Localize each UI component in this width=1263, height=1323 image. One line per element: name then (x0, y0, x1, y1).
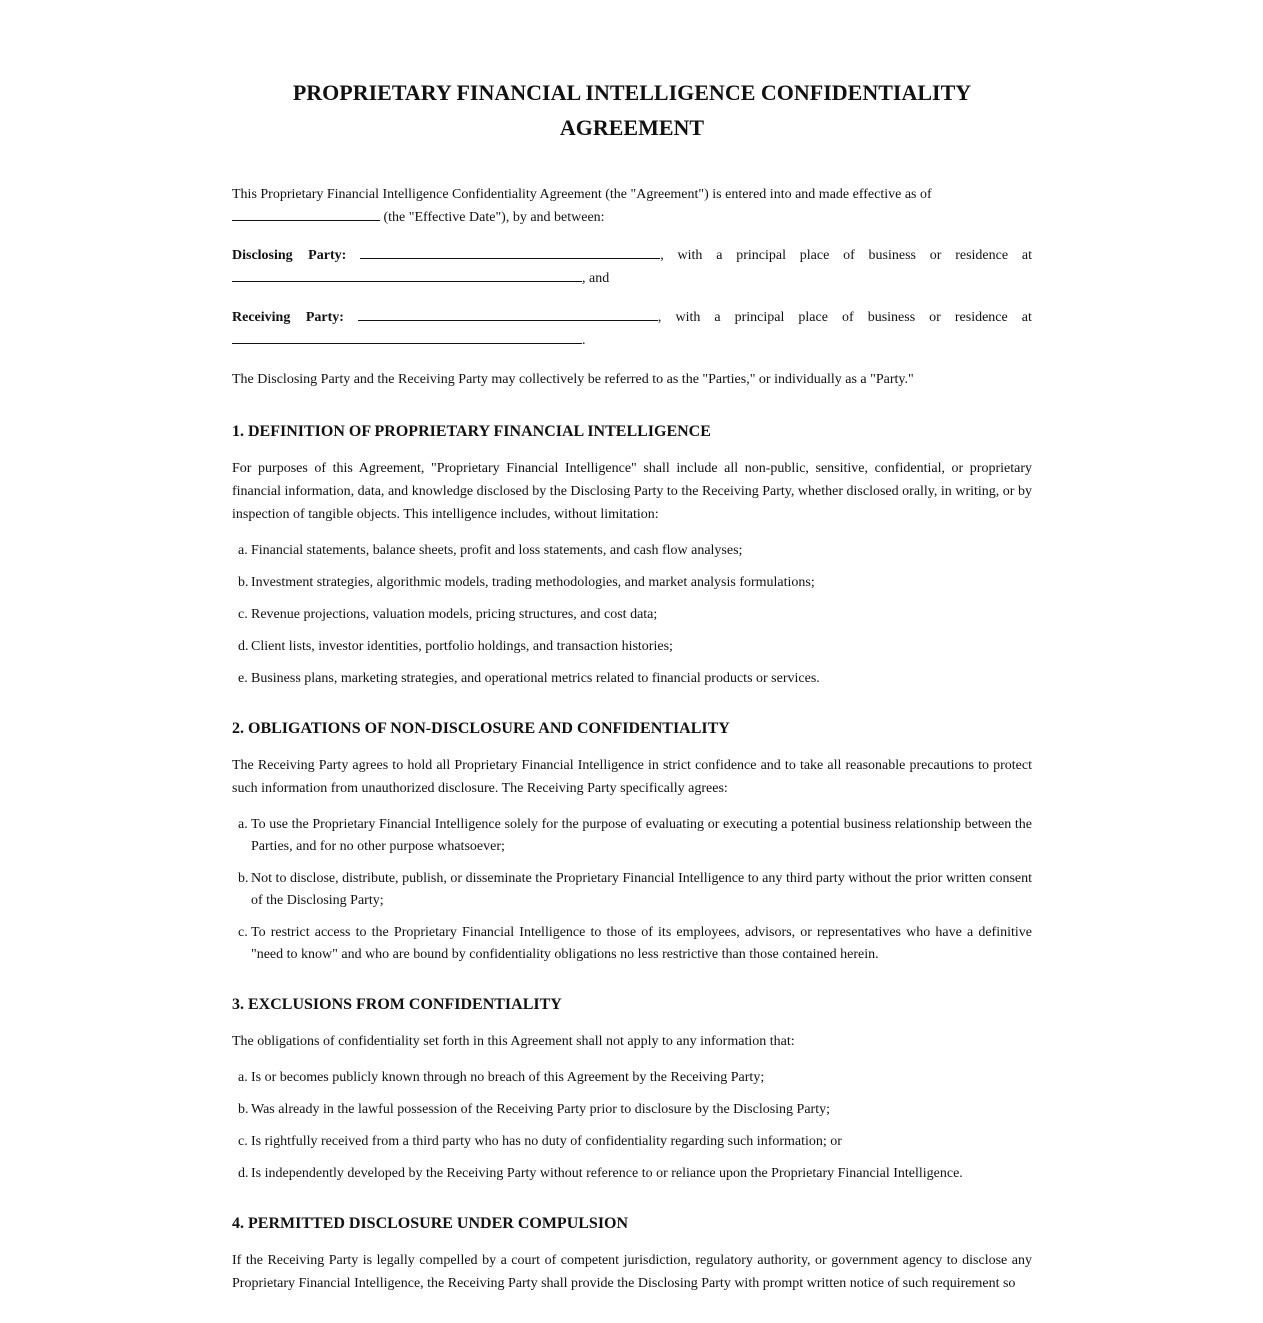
receiving-party-address-blank[interactable] (232, 333, 582, 344)
sections-container (232, 421, 1032, 1295)
list-item-text: Is independently developed by the Receiving Party without reference to or reliance upon the Proprietary Financial Intelligence. (251, 1166, 963, 1181)
list-marker: c. (238, 607, 248, 622)
list-item-text: Business plans, marketing strategies, and operational metrics related to financial products or services. (251, 671, 820, 686)
section-body: The Receiving Party agrees to hold all Proprietary Financial Intelligence in strict confidence and to take all reasonable precautions to protect such information from unauthorized disclosure. The Receiving Party specifically agrees: (232, 758, 1032, 796)
receiving-party-name-blank[interactable] (358, 310, 658, 321)
receiving-party-block (232, 306, 1032, 352)
list-item (232, 922, 1032, 966)
intro-text: This Proprietary Financial Intelligence Confidentiality Agreement (the "Agreement") is entered into and made effective as of (232, 187, 932, 202)
list-item (232, 604, 1032, 626)
receiving-party-mid: , with a principal place of business or residence at (657, 310, 1032, 325)
section-4 (232, 1213, 1032, 1295)
disclosing-party-address-blank[interactable] (232, 271, 582, 282)
list-marker: b. (238, 871, 249, 886)
list-item (232, 814, 1032, 858)
list-marker: d. (238, 639, 249, 654)
collective-reference: The Disclosing Party and the Receiving Party may collectively be referred to as the "Parties," or individually as a "Party." (232, 372, 914, 387)
list-marker: a. (238, 1070, 248, 1085)
list-item (232, 636, 1032, 658)
list-marker: a. (238, 543, 248, 558)
section-body: For purposes of this Agreement, "Proprietary Financial Intelligence" shall include all non-public, sensitive, confidential, or proprietary financial information, data, and knowledge disclosed by the Disclosing Party to the Receiving Party, whether disclosed orally, in writing, or by inspection of tangible objects. This intelligence includes, without limitation: (232, 461, 1032, 522)
list-item-text: To restrict access to the Proprietary Financial Intelligence to those of its employees, advisors, or representatives who have a definitive "need to know" and who are bound by confidentiality obligations no less restrictive than those contained herein. (251, 925, 1032, 962)
section-3 (232, 994, 1032, 1185)
list-item-text: Not to disclose, distribute, publish, or disseminate the Proprietary Financial Intelligence to any third party without the prior written consent of the Disclosing Party; (251, 871, 1032, 908)
list-item-text: To use the Proprietary Financial Intelligence solely for the purpose of evaluating or executing a potential business relationship between the Parties, and for no other purpose whatsoever; (251, 817, 1032, 854)
list-marker: d. (238, 1166, 249, 1181)
list-marker: c. (238, 1134, 248, 1149)
list-item (232, 540, 1032, 562)
section-list (232, 1067, 1032, 1185)
list-item-text: Is rightfully received from a third party who has no duty of confidentiality regarding such information; or (251, 1134, 842, 1149)
list-item-text: Financial statements, balance sheets, profit and loss statements, and cash flow analyses; (251, 543, 743, 558)
list-marker: e. (238, 671, 248, 686)
section-heading: 3. EXCLUSIONS FROM CONFIDENTIALITY (232, 996, 562, 1013)
list-item-text: Revenue projections, valuation models, pricing structures, and cost data; (251, 607, 658, 622)
disclosing-party-label: Disclosing Party: (232, 248, 347, 263)
receiving-party-label: Receiving Party: (232, 310, 344, 325)
disclosing-party-end: , and (582, 271, 610, 286)
intro-paragraph (232, 183, 1032, 229)
section-list (232, 814, 1032, 966)
section-list (232, 540, 1032, 690)
intro-text-after: (the "Effective Date"), by and between: (383, 210, 605, 225)
list-marker: c. (238, 925, 248, 940)
document-title: PROPRIETARY FINANCIAL INTELLIGENCE CONFIDENTIALITY AGREEMENT (292, 80, 972, 140)
disclosing-party-name-blank[interactable] (360, 248, 660, 259)
agreement-document (232, 75, 1032, 1323)
section-heading: 4. PERMITTED DISCLOSURE UNDER COMPULSION (232, 1215, 629, 1232)
section-body: If the Receiving Party is legally compelled by a court of competent jurisdiction, regulatory authority, or government agency to disclose any Proprietary Financial Intelligence, the Receiving Party shall provide the Disclosing Party with prompt written notice of such requirement so (232, 1253, 1032, 1291)
list-item (232, 1163, 1032, 1185)
list-item (232, 668, 1032, 690)
list-marker: a. (238, 817, 248, 832)
section-1 (232, 421, 1032, 690)
section-body: The obligations of confidentiality set forth in this Agreement shall not apply to any information that: (232, 1034, 795, 1049)
list-marker: b. (238, 575, 249, 590)
list-item-text: Is or becomes publicly known through no breach of this Agreement by the Receiving Party; (251, 1070, 765, 1085)
effective-date-blank[interactable] (232, 210, 380, 221)
list-item (232, 868, 1032, 912)
disclosing-party-block (232, 244, 1032, 290)
list-item-text: Was already in the lawful possession of the Receiving Party prior to disclosure by the Disclosing Party; (251, 1102, 830, 1117)
list-marker: b. (238, 1102, 249, 1117)
disclosing-party-mid: , with a principal place of business or residence at (660, 248, 1032, 263)
list-item-text: Investment strategies, algorithmic models, trading methodologies, and market analysis formulations; (251, 575, 815, 590)
list-item-text: Client lists, investor identities, portfolio holdings, and transaction histories; (251, 639, 673, 654)
receiving-party-end: . (582, 333, 586, 348)
list-item (232, 1099, 1032, 1121)
list-item (232, 1067, 1032, 1089)
section-2 (232, 718, 1032, 966)
section-heading: 1. DEFINITION OF PROPRIETARY FINANCIAL INTELLIGENCE (232, 423, 711, 440)
list-item (232, 1131, 1032, 1153)
list-item (232, 572, 1032, 594)
section-heading: 2. OBLIGATIONS OF NON-DISCLOSURE AND CONFIDENTIALITY (232, 720, 730, 737)
